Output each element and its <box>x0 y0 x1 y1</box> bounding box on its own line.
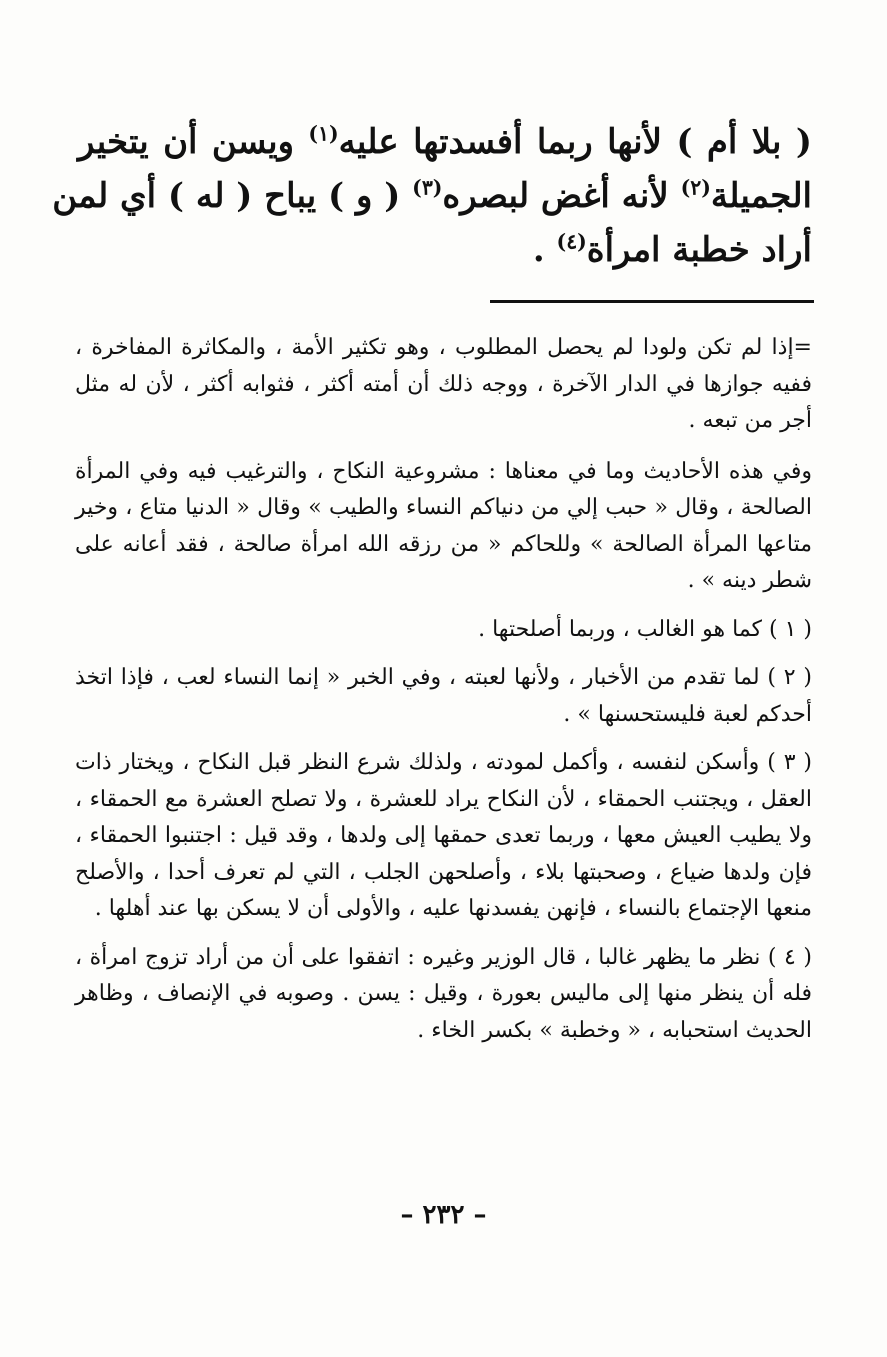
footnote-1: ( ١ ) كما هو الغالب ، وربما أصلحتها . <box>478 616 812 642</box>
footnote-ref-2: (٢) <box>680 175 711 200</box>
main-line-2 <box>52 169 812 223</box>
main-text-segment: الجميلة <box>710 176 812 216</box>
main-text-segment: لأنه أغض لبصره <box>442 176 681 216</box>
main-text-segment: ويسن أن يتخير <box>78 122 309 162</box>
main-text-segment: ( بلا أم ) لأنها ربما أفسدتها عليه <box>338 122 812 162</box>
footnote-ref-1: (١) <box>308 121 339 146</box>
footnotes <box>75 330 812 1061</box>
main-line-3 <box>78 223 812 277</box>
main-text-segment: أراد خطبة امرأة <box>586 230 812 270</box>
main-text-segment: . <box>532 230 557 270</box>
footnote-ref-4: (٤) <box>556 229 587 254</box>
page-number: – ٢٣٢ – <box>400 1200 487 1230</box>
footnote-continuation: =إذا لم تكن ولودا لم يحصل المطلوب ، وهو تكثير الأمة ، والمكاثرة المفاخرة ، ففيه جوازها في الدار الآخرة ، ووجه ذلك أن أمته أكثر ، فثوابه أكثر ، لأن له مثل أجر من تبعه . <box>75 335 812 433</box>
footnote-3: ( ٣ ) وأسكن لنفسه ، وأكمل لمودته ، ولذلك شرع النظر قبل النكاح ، ويختار ذات العقل ، ويجتنب الحمقاء ، لأن النكاح يراد للعشرة ، ولا تصلح العشرة مع الحمقاء ، ولا يطيب العيش معها ، وربما تعدى حمقها إلى ولدها ، وقد قيل : اجتنبوا الحمقاء ، فإن ولدها ضياع ، وصحبتها بلاء ، وأصلحهن الجلب ، التي لم تعرف أحدا ، والأصلح منعها الإجتماع بالنساء ، فإنهن يفسدنها عليه ، والأولى أن لا يسكن بها عند أهلها . <box>75 750 812 921</box>
main-line-1 <box>78 115 812 169</box>
main-text-segment: ( و ) يباح ( له ) أي لمن <box>52 176 413 216</box>
footnote-separator <box>490 300 814 303</box>
main-text <box>52 115 812 277</box>
footnote-2: ( ٢ ) لما تقدم من الأخبار ، ولأنها لعبته ، وفي الخبر « إنما النساء لعب ، فإذا اتخذ أحدكم لعبة فليستحسنها » . <box>75 665 812 727</box>
footnote-4: ( ٤ ) نظر ما يظهر غالبا ، قال الوزير وغيره : اتفقوا على أن من أراد تزوج امرأة ، فله أن ينظر منها إلى ماليس بعورة ، وقيل : يسن . وصوبه في الإنصاف ، وظاهر الحديث استحبابه ، « وخطبة » بكسر الخاء . <box>75 944 812 1043</box>
footnote-ref-3: (٣) <box>412 175 443 200</box>
footnote-paragraph: وفي هذه الأحاديث وما في معناها : مشروعية النكاح ، والترغيب فيه وفي المرأة الصالحة ، وقال « حبب إلي من دنياكم النساء والطيب » وقال « الدنيا متاع ، وخير متاعها المرأة الصالحة » وللحاكم « من رزقه الله امرأة صالحة ، فقد أعانه على شطر دينه » . <box>75 458 812 593</box>
